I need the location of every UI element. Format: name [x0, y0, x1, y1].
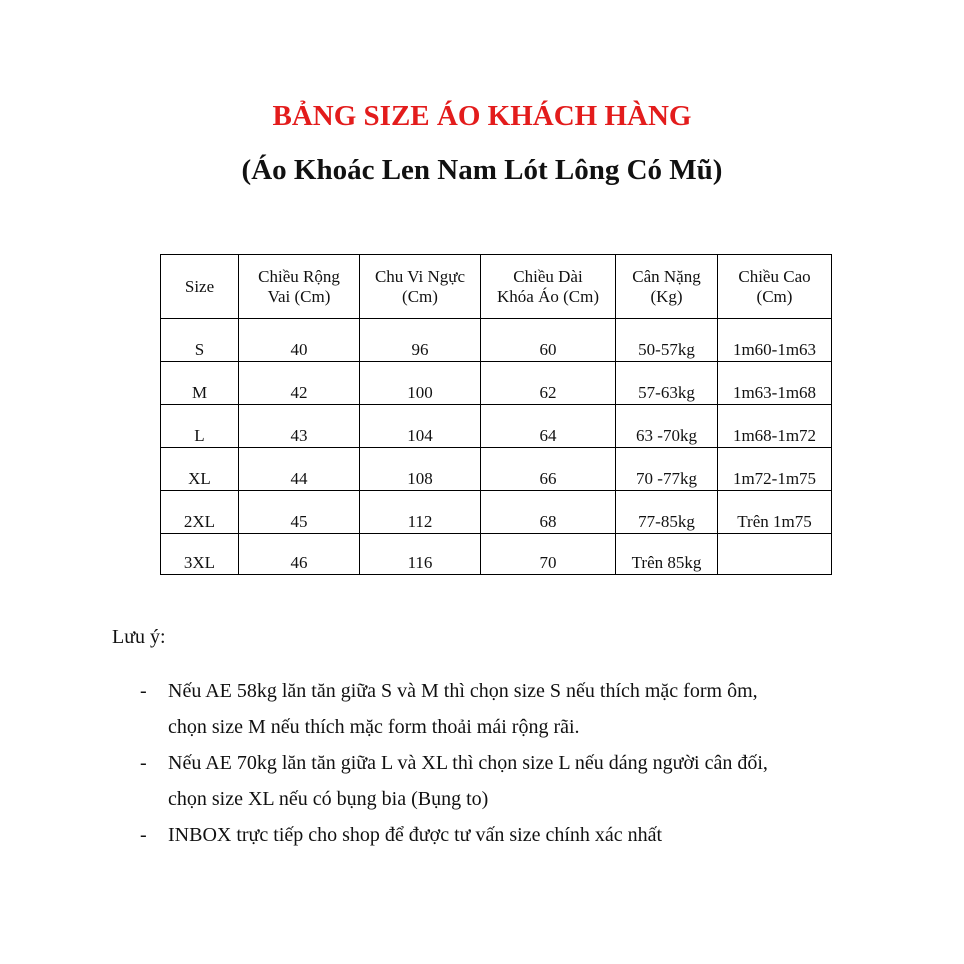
- header-line: Chiều Dài: [513, 266, 583, 286]
- cell-size: S: [161, 319, 239, 362]
- header-size-text: Size: [184, 276, 215, 296]
- cell-size: L: [161, 405, 239, 448]
- table-row: [161, 405, 832, 448]
- table-row: [161, 491, 832, 534]
- cell-weight: 50-57kg: [616, 319, 718, 362]
- note-line: Nếu AE 70kg lăn tăn giữa L và XL thì chọn size L nếu dáng người cân đối,: [168, 752, 768, 774]
- cell-shoulder: 46: [239, 534, 360, 575]
- cell-shoulder: 43: [239, 405, 360, 448]
- table-row: [161, 534, 832, 575]
- cell-height: 1m68-1m72: [718, 405, 832, 448]
- bullet-dash: -: [140, 824, 147, 846]
- cell-size: 3XL: [161, 534, 239, 575]
- cell-shoulder: 40: [239, 319, 360, 362]
- cell-height: Trên 1m75: [718, 491, 832, 534]
- cell-chest: 96: [360, 319, 481, 362]
- notes-label: Lưu ý:: [112, 626, 166, 648]
- notes-list: [0, 673, 964, 853]
- header-height: [718, 255, 832, 319]
- cell-chest: 104: [360, 405, 481, 448]
- header-line: Cân Nặng: [632, 266, 701, 286]
- cell-weight: 63 -70kg: [616, 405, 718, 448]
- cell-height: 1m63-1m68: [718, 362, 832, 405]
- header-row: [161, 255, 832, 319]
- note-line: chọn size XL nếu có bụng bia (Bụng to): [168, 788, 489, 810]
- cell-chest: 112: [360, 491, 481, 534]
- cell-shoulder: 45: [239, 491, 360, 534]
- table-row: [161, 319, 832, 362]
- header-zipper-length: [481, 255, 616, 319]
- cell-height: [718, 534, 832, 575]
- page-title: BẢNG SIZE ÁO KHÁCH HÀNG: [272, 100, 692, 132]
- cell-chest: 100: [360, 362, 481, 405]
- cell-weight: 70 -77kg: [616, 448, 718, 491]
- cell-weight: 57-63kg: [616, 362, 718, 405]
- cell-height: 1m72-1m75: [718, 448, 832, 491]
- size-table: [160, 254, 832, 575]
- header-weight: [616, 255, 718, 319]
- header-shoulder-width: [239, 255, 360, 319]
- cell-shoulder: 44: [239, 448, 360, 491]
- cell-weight: 77-85kg: [616, 491, 718, 534]
- size-table-header: [161, 255, 832, 319]
- header-line: Chiều Rộng: [258, 266, 340, 286]
- note-line: chọn size M nếu thích mặc form thoải mái rộng rãi.: [168, 716, 580, 738]
- list-item: [0, 817, 868, 853]
- cell-chest: 116: [360, 534, 481, 575]
- header-line: Khóa Áo (Cm): [497, 286, 599, 306]
- cell-length: 60: [481, 319, 616, 362]
- cell-length: 70: [481, 534, 616, 575]
- list-item: [0, 745, 868, 817]
- cell-chest: 108: [360, 448, 481, 491]
- header-line: (Cm): [402, 286, 438, 306]
- cell-weight: Trên 85kg: [616, 534, 718, 575]
- cell-height: 1m60-1m63: [718, 319, 832, 362]
- cell-shoulder: 42: [239, 362, 360, 405]
- cell-length: 68: [481, 491, 616, 534]
- table-row: [161, 448, 832, 491]
- page-subtitle: (Áo Khoác Len Nam Lót Lông Có Mũ): [241, 154, 723, 186]
- cell-size: M: [161, 362, 239, 405]
- size-table-body: [161, 319, 832, 575]
- bullet-dash: -: [140, 680, 147, 702]
- header-line: Chu Vi Ngực: [374, 266, 466, 286]
- header-line: Chiều Cao: [738, 266, 811, 286]
- bullet-dash: -: [140, 752, 147, 774]
- cell-length: 62: [481, 362, 616, 405]
- header-line: (Kg): [650, 286, 683, 306]
- list-item: [0, 673, 868, 745]
- table-row: [161, 362, 832, 405]
- cell-size: 2XL: [161, 491, 239, 534]
- header-line: Vai (Cm): [267, 286, 331, 306]
- cell-length: 66: [481, 448, 616, 491]
- cell-size: XL: [161, 448, 239, 491]
- note-line: Nếu AE 58kg lăn tăn giữa S và M thì chọn size S nếu thích mặc form ôm,: [168, 680, 758, 702]
- header-chest: [360, 255, 481, 319]
- header-size: [161, 255, 239, 319]
- header-line: (Cm): [756, 286, 793, 306]
- note-line: INBOX trực tiếp cho shop để được tư vấn size chính xác nhất: [168, 824, 663, 846]
- cell-length: 64: [481, 405, 616, 448]
